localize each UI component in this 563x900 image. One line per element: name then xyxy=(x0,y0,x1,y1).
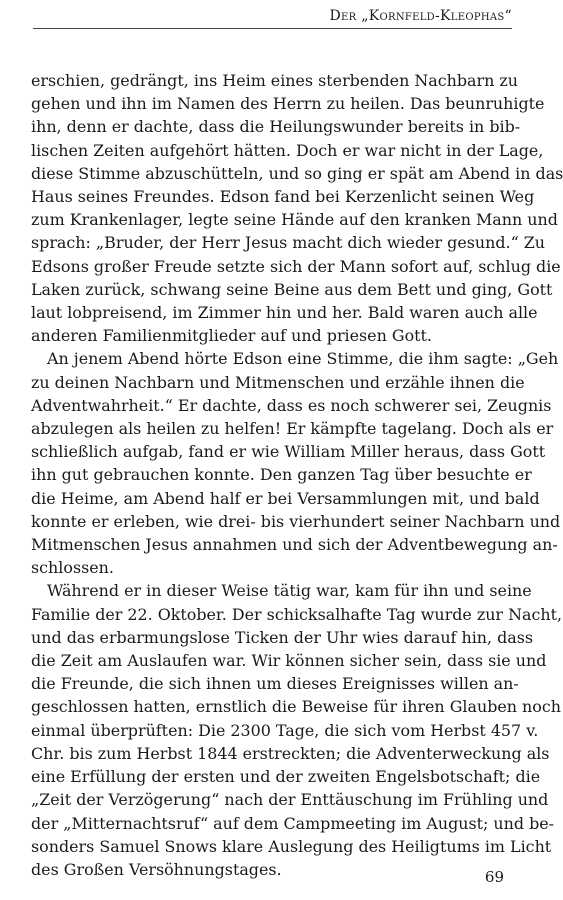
text-line: anderen Familienmitglieder auf und priesen Gott. xyxy=(31,326,432,346)
text-line: Während er in dieser Weise tätig war, kam für ihn und seine xyxy=(47,581,532,601)
text-line: zu deinen Nachbarn und Mitmenschen und erzähle ihnen die xyxy=(31,372,525,392)
text-line: diese Stimme abzuschütteln, und so ging er spät am Abend in das xyxy=(31,163,563,183)
text-line: des Großen Versöhnungstages. xyxy=(31,859,282,879)
text-line: An jenem Abend hörte Edson eine Stimme, die ihm sagte: „Geh xyxy=(47,349,559,369)
text-line: schlossen. xyxy=(31,558,114,578)
text-line: und das erbarmungslose Ticken der Uhr wies darauf hin, dass xyxy=(31,627,534,647)
text-line: geschlossen hatten, ernstlich die Beweise für ihren Glauben noch xyxy=(31,697,561,717)
text-line: einmal überprüften: Die 2300 Tage, die sich vom Herbst 457 v. xyxy=(31,720,539,740)
text-line: die Zeit am Auslaufen war. Wir können sicher sein, dass sie und xyxy=(31,651,547,671)
text-line: sonders Samuel Snows klare Auslegung des Heiligtums im Licht xyxy=(31,836,552,856)
text-line: abzulegen als heilen zu helfen! Er kämpfte tagelang. Doch als er xyxy=(31,419,554,439)
text-line: Laken zurück, schwang seine Beine aus dem Bett und ging, Gott xyxy=(31,279,553,299)
text-line: schließlich aufgab, fand er wie William Miller heraus, dass Gott xyxy=(31,442,546,462)
running-head xyxy=(33,6,512,29)
body-text xyxy=(31,69,563,881)
text-line: zum Krankenlager, legte seine Hände auf den kranken Mann und xyxy=(31,210,558,230)
text-line: ihn, denn er dachte, dass die Heilungswunder bereits in bib- xyxy=(31,117,521,137)
paragraph xyxy=(31,69,563,347)
page-number: 69 xyxy=(484,868,504,886)
text-line: konnte er erleben, wie drei- bis vierhundert seiner Nachbarn und xyxy=(31,511,561,531)
running-head-title: Der „Kornfeld-Kleophas“ xyxy=(329,8,512,24)
text-line: die Freunde, die sich ihnen um dieses Ereignisses willen an- xyxy=(31,674,519,694)
text-line: lischen Zeiten aufgehört hätten. Doch er war nicht in der Lage, xyxy=(31,140,544,160)
text-line: erschien, gedrängt, ins Heim eines sterbenden Nachbarn zu xyxy=(31,71,518,90)
text-line: eine Erfüllung der ersten und der zweiten Engelsbotschaft; die xyxy=(31,767,541,787)
text-line: gehen und ihn im Namen des Herrn zu heilen. Das beunruhigte xyxy=(31,94,545,114)
text-line: sprach: „Bruder, der Herr Jesus macht dich wieder gesund.“ Zu xyxy=(31,233,546,253)
text-line: ihn gut gebrauchen konnte. Den ganzen Tag über besuchte er xyxy=(31,465,532,485)
paragraph xyxy=(31,579,563,881)
paragraph xyxy=(31,347,561,579)
text-line: Edsons großer Freude setzte sich der Mann sofort auf, schlug die xyxy=(31,256,561,276)
text-line: „Zeit der Verzögerung“ nach der Enttäuschung im Frühling und xyxy=(31,790,549,810)
text-line: die Heime, am Abend half er bei Versammlungen mit, und bald xyxy=(31,488,540,508)
text-line: Adventwahrheit.“ Er dachte, dass es noch schwerer sei, Zeugnis xyxy=(31,395,552,415)
text-line: Chr. bis zum Herbst 1844 erstreckten; die Adventerweckung als xyxy=(31,743,550,763)
text-line: der „Mitternachtsruf“ auf dem Campmeeting im August; und be- xyxy=(31,813,555,833)
text-line: Mitmenschen Jesus annahmen und sich der Adventbewegung an- xyxy=(31,535,558,555)
text-line: laut lobpreisend, im Zimmer hin und her. Bald waren auch alle xyxy=(31,303,538,323)
text-line: Haus seines Freundes. Edson fand bei Kerzenlicht seinen Weg xyxy=(31,187,535,207)
text-line: Familie der 22. Oktober. Der schicksalhafte Tag wurde zur Nacht, xyxy=(31,604,563,624)
